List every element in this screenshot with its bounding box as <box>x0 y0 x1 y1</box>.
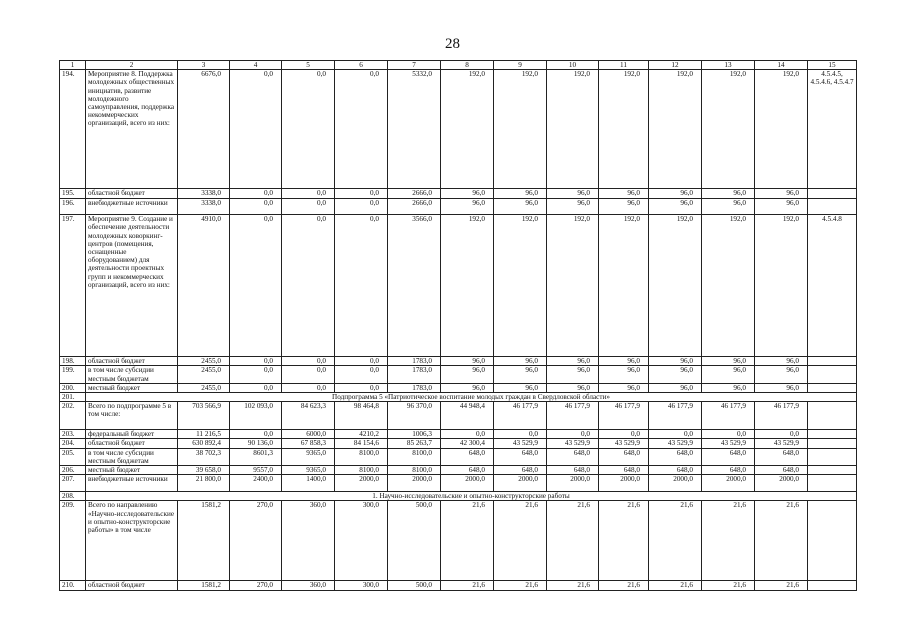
row-index: 203. <box>60 430 86 439</box>
value-cell: 46 177,9 <box>702 402 755 430</box>
value-cell: 21,6 <box>599 581 649 590</box>
row-index: 210. <box>60 581 86 590</box>
value-cell: 6000,0 <box>282 430 335 439</box>
value-cell: 0,0 <box>230 383 282 392</box>
value-cell: 0,0 <box>282 189 335 199</box>
value-cell: 96,0 <box>547 357 599 366</box>
table-body <box>60 61 857 591</box>
section-heading: 1. Научно-исследовательские и опытно-конструкторские работы <box>86 492 857 501</box>
indicator-ref <box>808 430 857 439</box>
value-cell: 8100,0 <box>388 448 441 465</box>
row-index: 209. <box>60 501 86 581</box>
value-cell: 39 658,0 <box>178 466 230 475</box>
value-cell: 192,0 <box>649 215 702 357</box>
value-cell: 0,0 <box>702 430 755 439</box>
value-cell: 192,0 <box>755 70 808 189</box>
value-cell: 4210,2 <box>335 430 388 439</box>
value-cell: 648,0 <box>494 448 547 465</box>
indicator-ref <box>808 439 857 448</box>
value-cell: 192,0 <box>649 70 702 189</box>
value-cell: 3566,0 <box>388 215 441 357</box>
indicator-ref <box>808 448 857 465</box>
row-name: внебюджетные источники <box>86 475 178 492</box>
value-cell: 96,0 <box>441 199 494 215</box>
value-cell: 2666,0 <box>388 189 441 199</box>
indicator-ref <box>808 501 857 581</box>
value-cell: 648,0 <box>649 466 702 475</box>
table-row <box>60 448 857 465</box>
value-cell: 2000,0 <box>702 475 755 492</box>
value-cell: 96,0 <box>599 383 649 392</box>
row-name: Всего по направлению «Научно-исследовательские и опытно-конструкторские работы» в том числе <box>86 501 178 581</box>
row-name: в том числе субсидии местным бюджетам <box>86 448 178 465</box>
value-cell: 0,0 <box>230 366 282 383</box>
value-cell: 270,0 <box>230 501 282 581</box>
value-cell: 8100,0 <box>335 448 388 465</box>
value-cell: 3338,0 <box>178 189 230 199</box>
value-cell: 2000,0 <box>649 475 702 492</box>
value-cell: 648,0 <box>755 466 808 475</box>
value-cell: 38 702,3 <box>178 448 230 465</box>
value-cell: 46 177,9 <box>755 402 808 430</box>
table-row <box>60 366 857 383</box>
value-cell: 21,6 <box>755 581 808 590</box>
table-row <box>60 430 857 439</box>
value-cell: 96,0 <box>649 189 702 199</box>
value-cell: 8100,0 <box>335 466 388 475</box>
value-cell: 21,6 <box>702 501 755 581</box>
row-name: областной бюджет <box>86 581 178 590</box>
column-header: 6 <box>335 61 388 70</box>
indicator-ref <box>808 581 857 590</box>
value-cell: 648,0 <box>547 466 599 475</box>
value-cell: 42 300,4 <box>441 439 494 448</box>
value-cell: 300,0 <box>335 501 388 581</box>
row-index: 194. <box>60 70 86 189</box>
value-cell: 11 216,5 <box>178 430 230 439</box>
value-cell: 96,0 <box>702 199 755 215</box>
column-header: 1 <box>60 61 86 70</box>
value-cell: 2455,0 <box>178 357 230 366</box>
indicator-ref <box>808 466 857 475</box>
value-cell: 5332,0 <box>388 70 441 189</box>
value-cell: 96,0 <box>441 357 494 366</box>
value-cell: 9557,0 <box>230 466 282 475</box>
table-row <box>60 215 857 357</box>
value-cell: 96,0 <box>599 199 649 215</box>
value-cell: 0,0 <box>335 366 388 383</box>
value-cell: 96,0 <box>547 199 599 215</box>
value-cell: 21,6 <box>494 501 547 581</box>
value-cell: 648,0 <box>441 466 494 475</box>
row-name: областной бюджет <box>86 357 178 366</box>
value-cell: 0,0 <box>282 383 335 392</box>
value-cell: 360,0 <box>282 501 335 581</box>
value-cell: 96,0 <box>702 189 755 199</box>
value-cell: 0,0 <box>335 215 388 357</box>
value-cell: 21,6 <box>547 581 599 590</box>
value-cell: 0,0 <box>230 189 282 199</box>
indicator-ref <box>808 189 857 199</box>
value-cell: 96,0 <box>599 357 649 366</box>
value-cell: 0,0 <box>441 430 494 439</box>
value-cell: 500,0 <box>388 581 441 590</box>
value-cell: 648,0 <box>599 466 649 475</box>
value-cell: 2666,0 <box>388 199 441 215</box>
value-cell: 67 858,3 <box>282 439 335 448</box>
row-name: местный бюджет <box>86 383 178 392</box>
value-cell: 21,6 <box>547 501 599 581</box>
value-cell: 270,0 <box>230 581 282 590</box>
value-cell: 192,0 <box>441 215 494 357</box>
value-cell: 4910,0 <box>178 215 230 357</box>
value-cell: 21,6 <box>702 581 755 590</box>
value-cell: 300,0 <box>335 581 388 590</box>
table-row <box>60 492 857 501</box>
value-cell: 192,0 <box>547 70 599 189</box>
table-row <box>60 70 857 189</box>
value-cell: 500,0 <box>388 501 441 581</box>
table-row <box>60 439 857 448</box>
row-name: областной бюджет <box>86 439 178 448</box>
value-cell: 96,0 <box>494 383 547 392</box>
column-header: 12 <box>649 61 702 70</box>
value-cell: 9365,0 <box>282 448 335 465</box>
value-cell: 0,0 <box>649 430 702 439</box>
value-cell: 9365,0 <box>282 466 335 475</box>
table-row <box>60 475 857 492</box>
value-cell: 648,0 <box>599 448 649 465</box>
section-heading: Подпрограмма 5 «Патриотическое воспитание молодых граждан в Свердловской области» <box>86 393 857 402</box>
value-cell: 96,0 <box>494 366 547 383</box>
value-cell: 192,0 <box>547 215 599 357</box>
table-row <box>60 189 857 199</box>
value-cell: 2000,0 <box>335 475 388 492</box>
value-cell: 703 566,9 <box>178 402 230 430</box>
value-cell: 21,6 <box>494 581 547 590</box>
value-cell: 98 464,8 <box>335 402 388 430</box>
column-header: 7 <box>388 61 441 70</box>
value-cell: 96,0 <box>755 199 808 215</box>
page-number: 28 <box>445 36 460 52</box>
value-cell: 0,0 <box>494 430 547 439</box>
value-cell: 96,0 <box>494 199 547 215</box>
value-cell: 96,0 <box>599 366 649 383</box>
value-cell: 0,0 <box>230 430 282 439</box>
value-cell: 648,0 <box>702 466 755 475</box>
column-header: 4 <box>230 61 282 70</box>
table-row <box>60 357 857 366</box>
value-cell: 96,0 <box>441 189 494 199</box>
value-cell: 192,0 <box>702 215 755 357</box>
value-cell: 0,0 <box>282 366 335 383</box>
value-cell: 0,0 <box>282 215 335 357</box>
value-cell: 96 370,0 <box>388 402 441 430</box>
column-header: 8 <box>441 61 494 70</box>
value-cell: 84 623,3 <box>282 402 335 430</box>
value-cell: 43 529,9 <box>649 439 702 448</box>
value-cell: 96,0 <box>599 189 649 199</box>
value-cell: 96,0 <box>755 357 808 366</box>
value-cell: 2000,0 <box>547 475 599 492</box>
row-index: 195. <box>60 189 86 199</box>
indicator-ref <box>808 199 857 215</box>
indicator-ref: 4.5.4.5, 4.5.4.6, 4.5.4.7 <box>808 70 857 189</box>
column-header: 11 <box>599 61 649 70</box>
value-cell: 1006,3 <box>388 430 441 439</box>
value-cell: 648,0 <box>441 448 494 465</box>
value-cell: 2455,0 <box>178 383 230 392</box>
indicator-ref: 4.5.4.8 <box>808 215 857 357</box>
row-name: в том числе субсидии местным бюджетам <box>86 366 178 383</box>
value-cell: 8100,0 <box>388 466 441 475</box>
column-header: 2 <box>86 61 178 70</box>
value-cell: 46 177,9 <box>649 402 702 430</box>
table-row <box>60 402 857 430</box>
row-index: 208. <box>60 492 86 501</box>
value-cell: 192,0 <box>494 70 547 189</box>
row-index: 201. <box>60 393 86 402</box>
value-cell: 43 529,9 <box>547 439 599 448</box>
row-index: 205. <box>60 448 86 465</box>
value-cell: 0,0 <box>230 357 282 366</box>
value-cell: 0,0 <box>282 357 335 366</box>
value-cell: 96,0 <box>547 189 599 199</box>
value-cell: 1783,0 <box>388 383 441 392</box>
value-cell: 648,0 <box>547 448 599 465</box>
value-cell: 96,0 <box>441 383 494 392</box>
value-cell: 96,0 <box>702 357 755 366</box>
value-cell: 0,0 <box>335 189 388 199</box>
value-cell: 21,6 <box>649 581 702 590</box>
value-cell: 0,0 <box>230 199 282 215</box>
value-cell: 96,0 <box>702 383 755 392</box>
value-cell: 44 948,4 <box>441 402 494 430</box>
value-cell: 2000,0 <box>755 475 808 492</box>
value-cell: 84 154,6 <box>335 439 388 448</box>
value-cell: 96,0 <box>547 383 599 392</box>
value-cell: 96,0 <box>755 366 808 383</box>
value-cell: 96,0 <box>649 383 702 392</box>
value-cell: 192,0 <box>599 215 649 357</box>
value-cell: 96,0 <box>547 366 599 383</box>
value-cell: 2400,0 <box>230 475 282 492</box>
value-cell: 96,0 <box>755 383 808 392</box>
value-cell: 192,0 <box>599 70 649 189</box>
value-cell: 96,0 <box>702 366 755 383</box>
value-cell: 96,0 <box>441 366 494 383</box>
value-cell: 46 177,9 <box>599 402 649 430</box>
value-cell: 46 177,9 <box>494 402 547 430</box>
value-cell: 648,0 <box>755 448 808 465</box>
row-index: 202. <box>60 402 86 430</box>
value-cell: 0,0 <box>282 70 335 189</box>
value-cell: 0,0 <box>335 383 388 392</box>
value-cell: 0,0 <box>282 199 335 215</box>
row-name: федеральный бюджет <box>86 430 178 439</box>
value-cell: 21,6 <box>599 501 649 581</box>
column-header: 3 <box>178 61 230 70</box>
value-cell: 192,0 <box>702 70 755 189</box>
value-cell: 46 177,9 <box>547 402 599 430</box>
value-cell: 21 800,0 <box>178 475 230 492</box>
value-cell: 43 529,9 <box>755 439 808 448</box>
row-index: 196. <box>60 199 86 215</box>
indicator-ref <box>808 475 857 492</box>
value-cell: 1783,0 <box>388 357 441 366</box>
row-name: Мероприятие 9. Создание и обеспечение деятельности молодежных коворкинг-центров (помещения, оснащенные оборудованием) для деятельности проектных групп и некоммерческих организаций, всего из них: <box>86 215 178 357</box>
column-header: 14 <box>755 61 808 70</box>
row-index: 199. <box>60 366 86 383</box>
value-cell: 648,0 <box>494 466 547 475</box>
value-cell: 96,0 <box>649 199 702 215</box>
value-cell: 1581,2 <box>178 501 230 581</box>
value-cell: 102 093,0 <box>230 402 282 430</box>
value-cell: 0,0 <box>755 430 808 439</box>
table-row <box>60 466 857 475</box>
value-cell: 1783,0 <box>388 366 441 383</box>
value-cell: 8601,3 <box>230 448 282 465</box>
indicator-ref <box>808 357 857 366</box>
value-cell: 21,6 <box>441 581 494 590</box>
value-cell: 96,0 <box>494 189 547 199</box>
indicator-ref <box>808 402 857 430</box>
table-row <box>60 393 857 402</box>
row-index: 206. <box>60 466 86 475</box>
value-cell: 1581,2 <box>178 581 230 590</box>
column-header: 10 <box>547 61 599 70</box>
value-cell: 96,0 <box>649 366 702 383</box>
column-header: 5 <box>282 61 335 70</box>
value-cell: 21,6 <box>755 501 808 581</box>
value-cell: 2455,0 <box>178 366 230 383</box>
column-header: 13 <box>702 61 755 70</box>
row-name: Мероприятие 8. Поддержка молодежных общественных инициатив, развитие молодежного самоуправления, поддержка некоммерческих организаций, всего из них: <box>86 70 178 189</box>
value-cell: 192,0 <box>494 215 547 357</box>
value-cell: 21,6 <box>441 501 494 581</box>
value-cell: 96,0 <box>755 189 808 199</box>
row-index: 204. <box>60 439 86 448</box>
row-name: Всего по подпрограмме 5 в том числе: <box>86 402 178 430</box>
value-cell: 0,0 <box>335 199 388 215</box>
row-index: 200. <box>60 383 86 392</box>
column-number-row <box>60 61 857 70</box>
value-cell: 0,0 <box>547 430 599 439</box>
row-name: внебюджетные источники <box>86 199 178 215</box>
value-cell: 2000,0 <box>388 475 441 492</box>
row-index: 207. <box>60 475 86 492</box>
value-cell: 3338,0 <box>178 199 230 215</box>
row-name: местный бюджет <box>86 466 178 475</box>
row-index: 198. <box>60 357 86 366</box>
value-cell: 648,0 <box>702 448 755 465</box>
table-row <box>60 501 857 581</box>
value-cell: 192,0 <box>755 215 808 357</box>
value-cell: 96,0 <box>494 357 547 366</box>
table-row <box>60 199 857 215</box>
column-header: 9 <box>494 61 547 70</box>
value-cell: 96,0 <box>649 357 702 366</box>
value-cell: 2000,0 <box>441 475 494 492</box>
value-cell: 1400,0 <box>282 475 335 492</box>
value-cell: 2000,0 <box>599 475 649 492</box>
budget-table <box>59 60 857 591</box>
value-cell: 648,0 <box>649 448 702 465</box>
value-cell: 6676,0 <box>178 70 230 189</box>
value-cell: 0,0 <box>335 357 388 366</box>
value-cell: 0,0 <box>335 70 388 189</box>
row-name: областной бюджет <box>86 189 178 199</box>
value-cell: 43 529,9 <box>702 439 755 448</box>
row-index: 197. <box>60 215 86 357</box>
value-cell: 0,0 <box>230 215 282 357</box>
value-cell: 360,0 <box>282 581 335 590</box>
value-cell: 2000,0 <box>494 475 547 492</box>
table-row <box>60 383 857 392</box>
value-cell: 0,0 <box>599 430 649 439</box>
value-cell: 43 529,9 <box>599 439 649 448</box>
value-cell: 0,0 <box>230 70 282 189</box>
table-row <box>60 581 857 590</box>
value-cell: 43 529,9 <box>494 439 547 448</box>
value-cell: 192,0 <box>441 70 494 189</box>
value-cell: 85 263,7 <box>388 439 441 448</box>
indicator-ref <box>808 366 857 383</box>
column-header: 15 <box>808 61 857 70</box>
value-cell: 21,6 <box>649 501 702 581</box>
indicator-ref <box>808 383 857 392</box>
value-cell: 630 892,4 <box>178 439 230 448</box>
value-cell: 90 136,0 <box>230 439 282 448</box>
